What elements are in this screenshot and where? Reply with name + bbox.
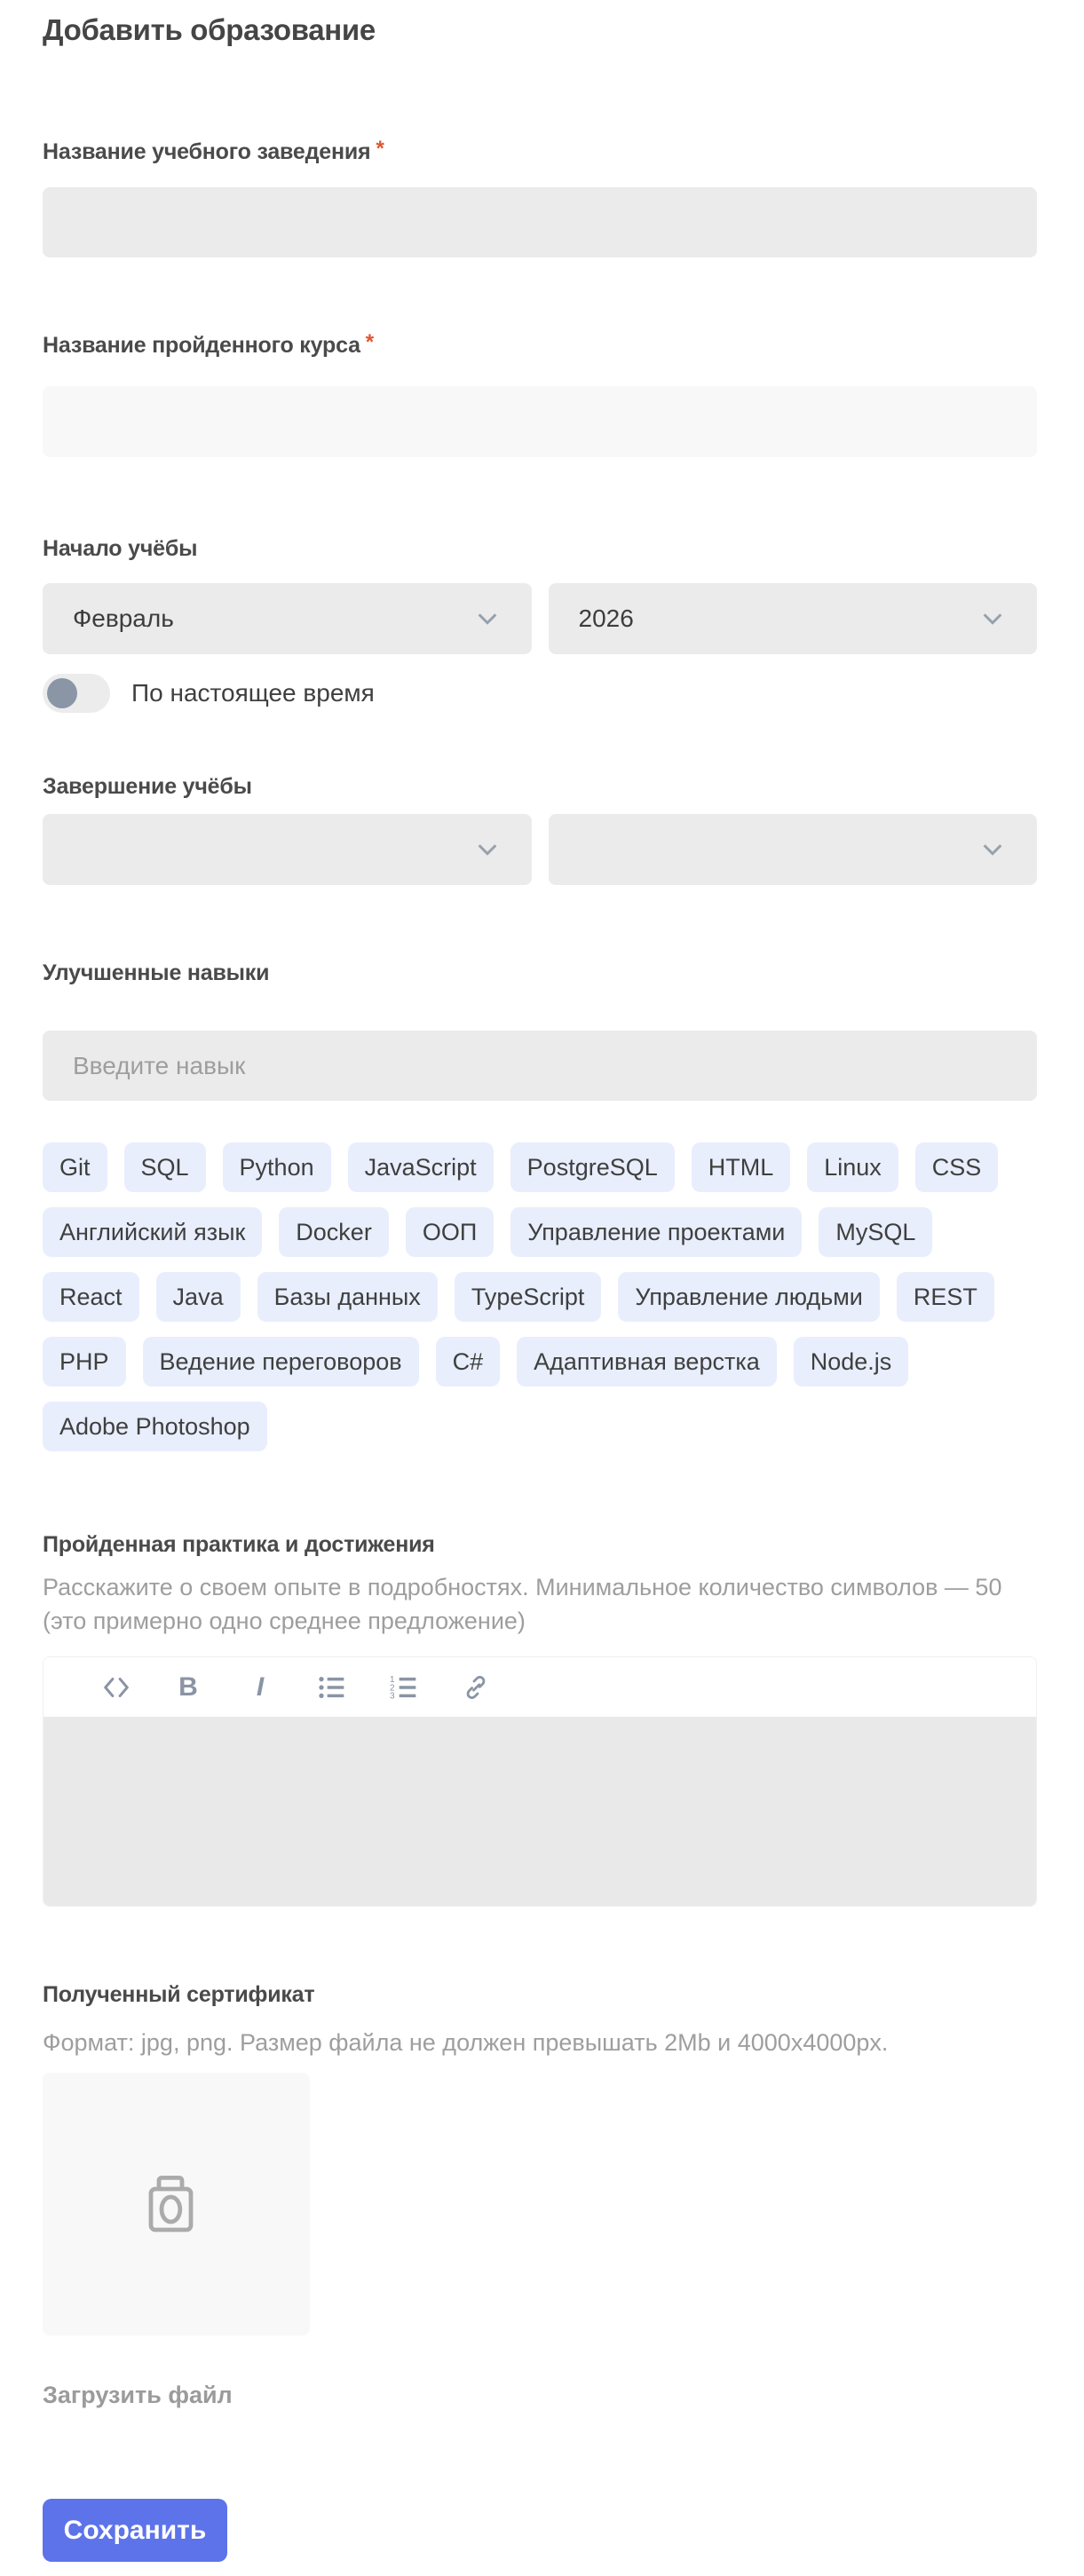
- chevron-down-icon: [473, 835, 502, 864]
- start-month-select[interactable]: [43, 583, 532, 654]
- skill-tag[interactable]: SQL: [124, 1142, 206, 1192]
- rich-text-editor: [43, 1656, 1037, 1907]
- certificate-label: Полученный сертификат: [43, 1982, 315, 2007]
- skill-tag[interactable]: React: [43, 1272, 139, 1322]
- skill-input[interactable]: [43, 1031, 1037, 1101]
- save-button[interactable]: Сохранить: [43, 2499, 227, 2562]
- study-start-label: Начало учёбы: [43, 536, 198, 561]
- skill-tag[interactable]: Управление проектами: [510, 1207, 802, 1257]
- editor-toolbar: [44, 1657, 1036, 1717]
- study-start-selects: [43, 583, 1037, 654]
- skills-label: Улучшенные навыки: [43, 960, 270, 985]
- institution-group: [43, 138, 1037, 257]
- link-button[interactable]: [460, 1670, 492, 1705]
- certificate-group: [43, 1981, 1037, 2410]
- start-year-select[interactable]: [549, 583, 1038, 654]
- skill-tag[interactable]: JavaScript: [348, 1142, 494, 1192]
- chevron-down-icon: [978, 835, 1007, 864]
- editor-content-area[interactable]: [44, 1717, 1036, 1906]
- study-start-group: [43, 535, 1037, 713]
- bold-icon: B: [178, 1671, 198, 1702]
- skill-tag[interactable]: CSS: [915, 1142, 999, 1192]
- skills-group: [43, 960, 1037, 1451]
- svg-text:2: 2: [390, 1682, 395, 1693]
- code-button[interactable]: [100, 1670, 132, 1705]
- skill-tag[interactable]: ООП: [406, 1207, 494, 1257]
- italic-button[interactable]: [244, 1670, 276, 1705]
- study-end-label: Завершение учёбы: [43, 774, 252, 799]
- course-input[interactable]: [43, 386, 1037, 457]
- skill-suggestions: [43, 1142, 1037, 1451]
- skill-tag[interactable]: Базы данных: [257, 1272, 438, 1322]
- bullet-list-icon: [318, 1674, 346, 1701]
- ordered-list-button[interactable]: [388, 1670, 420, 1705]
- skill-tag[interactable]: C#: [436, 1337, 501, 1387]
- svg-text:1: 1: [390, 1674, 395, 1685]
- institution-label: [43, 138, 1037, 166]
- certificate-upload-dropzone[interactable]: [43, 2073, 310, 2335]
- bold-button[interactable]: [172, 1670, 204, 1705]
- italic-icon: I: [256, 1671, 265, 1702]
- present-time-row: [43, 674, 1037, 713]
- required-asterisk: *: [376, 137, 384, 161]
- ordered-list-icon: [390, 1674, 418, 1701]
- skill-tag[interactable]: Управление людьми: [618, 1272, 879, 1322]
- practice-hint: Расскажите о своем опыте в подробностях. Минимальное количество символов — 50 (это примерно одно среднее предложение): [43, 1574, 1002, 1634]
- code-icon: [101, 1674, 131, 1701]
- course-group: [43, 332, 1037, 457]
- skill-tag[interactable]: PHP: [43, 1337, 126, 1387]
- required-asterisk: *: [365, 330, 374, 354]
- page-title: Добавить образование: [43, 13, 376, 46]
- camera-icon: [138, 2170, 215, 2238]
- skill-tag[interactable]: Git: [43, 1142, 107, 1192]
- present-time-label: По настоящее время: [131, 679, 375, 707]
- certificate-hint: Формат: jpg, png. Размер файла не должен превышать 2Mb и 4000x4000px.: [43, 2029, 889, 2056]
- chevron-down-icon: [978, 604, 1007, 633]
- skill-tag[interactable]: Docker: [279, 1207, 389, 1257]
- skill-tag[interactable]: Английский язык: [43, 1207, 262, 1257]
- present-time-toggle[interactable]: [43, 674, 110, 713]
- chevron-down-icon: [473, 604, 502, 633]
- skill-tag[interactable]: Node.js: [794, 1337, 909, 1387]
- skill-tag[interactable]: HTML: [692, 1142, 791, 1192]
- study-end-selects: [43, 814, 1037, 885]
- skill-tag[interactable]: Adobe Photoshop: [43, 1402, 267, 1451]
- skill-tag[interactable]: Адаптивная верстка: [517, 1337, 777, 1387]
- end-month-select[interactable]: [43, 814, 532, 885]
- link-icon: [462, 1674, 490, 1701]
- skill-tag[interactable]: Python: [223, 1142, 331, 1192]
- skill-tag[interactable]: REST: [897, 1272, 994, 1322]
- course-label: [43, 332, 1037, 360]
- study-end-group: [43, 773, 1037, 885]
- course-label-text: Название пройденного курса: [43, 333, 360, 358]
- skill-tag[interactable]: Java: [156, 1272, 241, 1322]
- practice-group: [43, 1531, 1037, 1907]
- start-year-value: 2026: [578, 604, 634, 632]
- institution-label-text: Название учебного заведения: [43, 139, 371, 164]
- start-month-value: Февраль: [73, 604, 174, 632]
- toggle-knob: [47, 678, 77, 708]
- institution-input[interactable]: [43, 187, 1037, 257]
- bullet-list-button[interactable]: [316, 1670, 348, 1705]
- upload-file-label[interactable]: Загрузить файл: [43, 2382, 233, 2408]
- skill-tag[interactable]: Ведение переговоров: [143, 1337, 419, 1387]
- skill-tag[interactable]: Linux: [807, 1142, 898, 1192]
- skill-tag[interactable]: PostgreSQL: [510, 1142, 675, 1192]
- end-year-select[interactable]: [549, 814, 1038, 885]
- skill-tag[interactable]: TypeScript: [455, 1272, 602, 1322]
- svg-text:3: 3: [390, 1691, 395, 1701]
- practice-label: Пройденная практика и достижения: [43, 1532, 435, 1557]
- skill-tag[interactable]: MySQL: [819, 1207, 932, 1257]
